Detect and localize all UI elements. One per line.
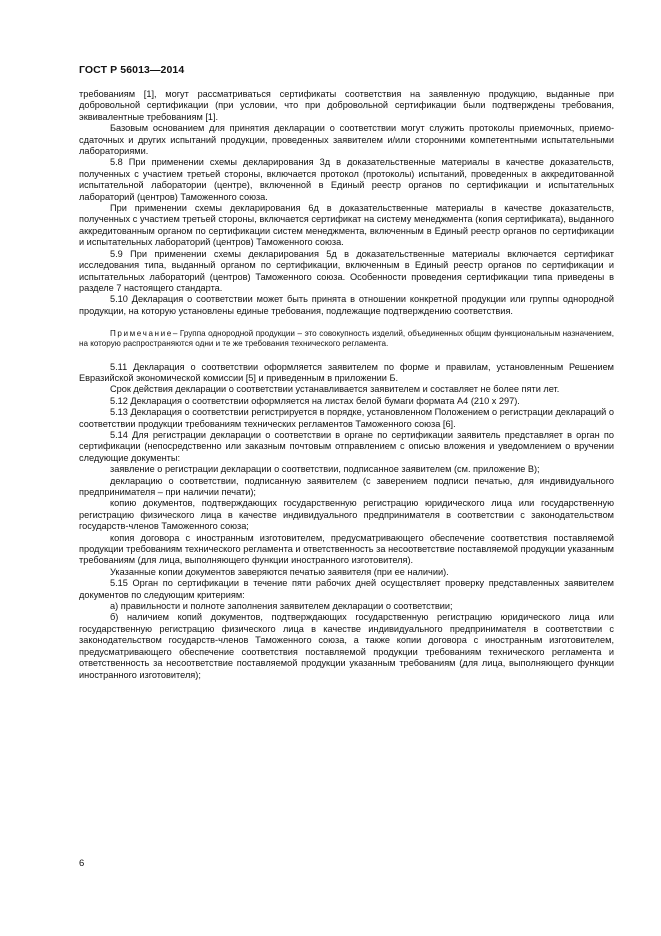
paragraph: требованиям [1], могут рассматриваться сертификаты соответствия на заявленную продукцию, выданные при добровольной сертификации (при условии, что при добровольной сертификации были подтверждены требования, эквивалентные требованиям [1]. bbox=[79, 89, 614, 122]
paragraph: 5.9 При применении схемы декларирования 5д в доказательственные материалы включается сертификат исследования типа, выданный органом по сертификации, включенным в Единый реестр органов по сертификации и испытательных лабораторий (центров) Таможенного союза. Особенности проведения сертификации типа приведены в разделе 7 настоящего стандарта. bbox=[79, 248, 614, 293]
list-item: а) правильности и полноте заполнения заявителем декларации о соответствии; bbox=[110, 601, 453, 612]
paragraph: 5.10 Декларация о соответствии может быть принята в отношении конкретной продукции или группы однородной продукции, на которую установлены единые требования, подлежащие подтверждению соответствия. bbox=[79, 294, 614, 316]
list-item: б) наличием копий документов, подтверждающих государственную регистрацию юридического лица или государственную регистрацию физического лица в качестве индивидуального предпринимателя в соответствии с законодательством государств-членов Таможенного союза, а также копии договора с иностранным изготовителем, предусматривающего обеспечение соответствия поставляемой продукции требованиям технического регламента и ответственность за несоответствие поставляемой продукции указанным требованиям (для лица, выполняющего функции иностранного изготовителя); bbox=[79, 612, 614, 680]
paragraph: Срок действия декларации о соответствии устанавливается заявителем и составляет не более пяти лет. bbox=[110, 384, 560, 395]
document-page bbox=[79, 64, 614, 681]
paragraph: 5.11 Декларация о соответствии оформляется заявителем по форме и правилам, установленным Решением Евразийской экономической комиссии [5] и приведенным в приложении Б. bbox=[79, 361, 614, 383]
list-item: заявление о регистрации декларации о соответствии, подписанное заявителем (см. приложение В); bbox=[110, 464, 540, 475]
paragraph: 5.8 При применении схемы декларирования 3д в доказательственные материалы в качестве доказательств, полученных с участием третьей стороны, включается протокол (протоколы) испытаний, проведенных в аккредитованной испытательной лаборатории (центре), включенной в Единый реестр органов по сертификации и испытательных лабораторий (центров) Таможенного союза. bbox=[79, 157, 614, 202]
paragraph: 5.13 Декларация о соответствии регистрируется в порядке, установленном Положением о регистрации деклараций о соответствии продукции требованиям технических регламентов Таможенного союза [6]. bbox=[79, 407, 614, 429]
list-item: копия договора с иностранным изготовителем, предусматривающего обеспечение соответствия поставляемой продукции требованиям технического регламента и ответственность за несоответствие поставляемой продукции указанным требованиям (для лица, выполняющего функции иностранного изготовителя). bbox=[79, 532, 614, 566]
paragraph: При применении схемы декларирования 6д в доказательственные материалы в качестве доказательств, полученных с участием третьей стороны, включается сертификат на систему менеджмента (копия сертификата), выданного аккредитованным органом по сертификации систем менеджмента, включенным в Единый реестр органов по сертификации и испытательных лабораторий (центров) Таможенного союза. bbox=[79, 203, 614, 248]
paragraph: 5.14 Для регистрации декларации о соответствии в органе по сертификации заявитель представляет в орган по сертификации (непосредственно или заказным почтовым отправлением с описью вложения и уведомлением о вручении следующие документы: bbox=[79, 429, 614, 463]
note-label: Примечание bbox=[110, 329, 173, 339]
note bbox=[79, 329, 614, 349]
list-item: копию документов, подтверждающих государственную регистрацию юридического лица или государственную регистрацию физического лица в качестве индивидуального предпринимателя в соответствии с законодательством государств-членов Таможенного союза; bbox=[79, 498, 614, 532]
list-item: декларацию о соответствии, подписанную заявителем (с заверением подписи печатью, для индивидуального предпринимателя – при наличии печати); bbox=[79, 475, 614, 497]
document-header: ГОСТ Р 56013—2014 bbox=[79, 64, 185, 76]
paragraph: Указанные копии документов заверяются печатью заявителя (при ее наличии). bbox=[110, 566, 449, 577]
paragraph: 5.12 Декларация о соответствии оформляется на листах белой бумаги формата А4 (210 х 297). bbox=[110, 395, 520, 406]
paragraph: Базовым основанием для принятия декларации о соответствии могут служить протоколы приемочных, приемо-сдаточных и других испытаний продукции, проведенных заявителем и/или сторонними компетентными испытательными лабораториями. bbox=[79, 123, 614, 157]
page-number: 6 bbox=[79, 858, 85, 869]
document-body bbox=[79, 89, 614, 681]
paragraph: 5.15 Орган по сертификации в течение пяти рабочих дней осуществляет проверку представленных заявителем документов по следующим критериям: bbox=[79, 578, 614, 600]
note-text: – Группа однородной продукции – это совокупность изделий, объединенных общим функциональным назначением, на которую распространяются одни и те же требования технического регламента. bbox=[79, 329, 614, 349]
